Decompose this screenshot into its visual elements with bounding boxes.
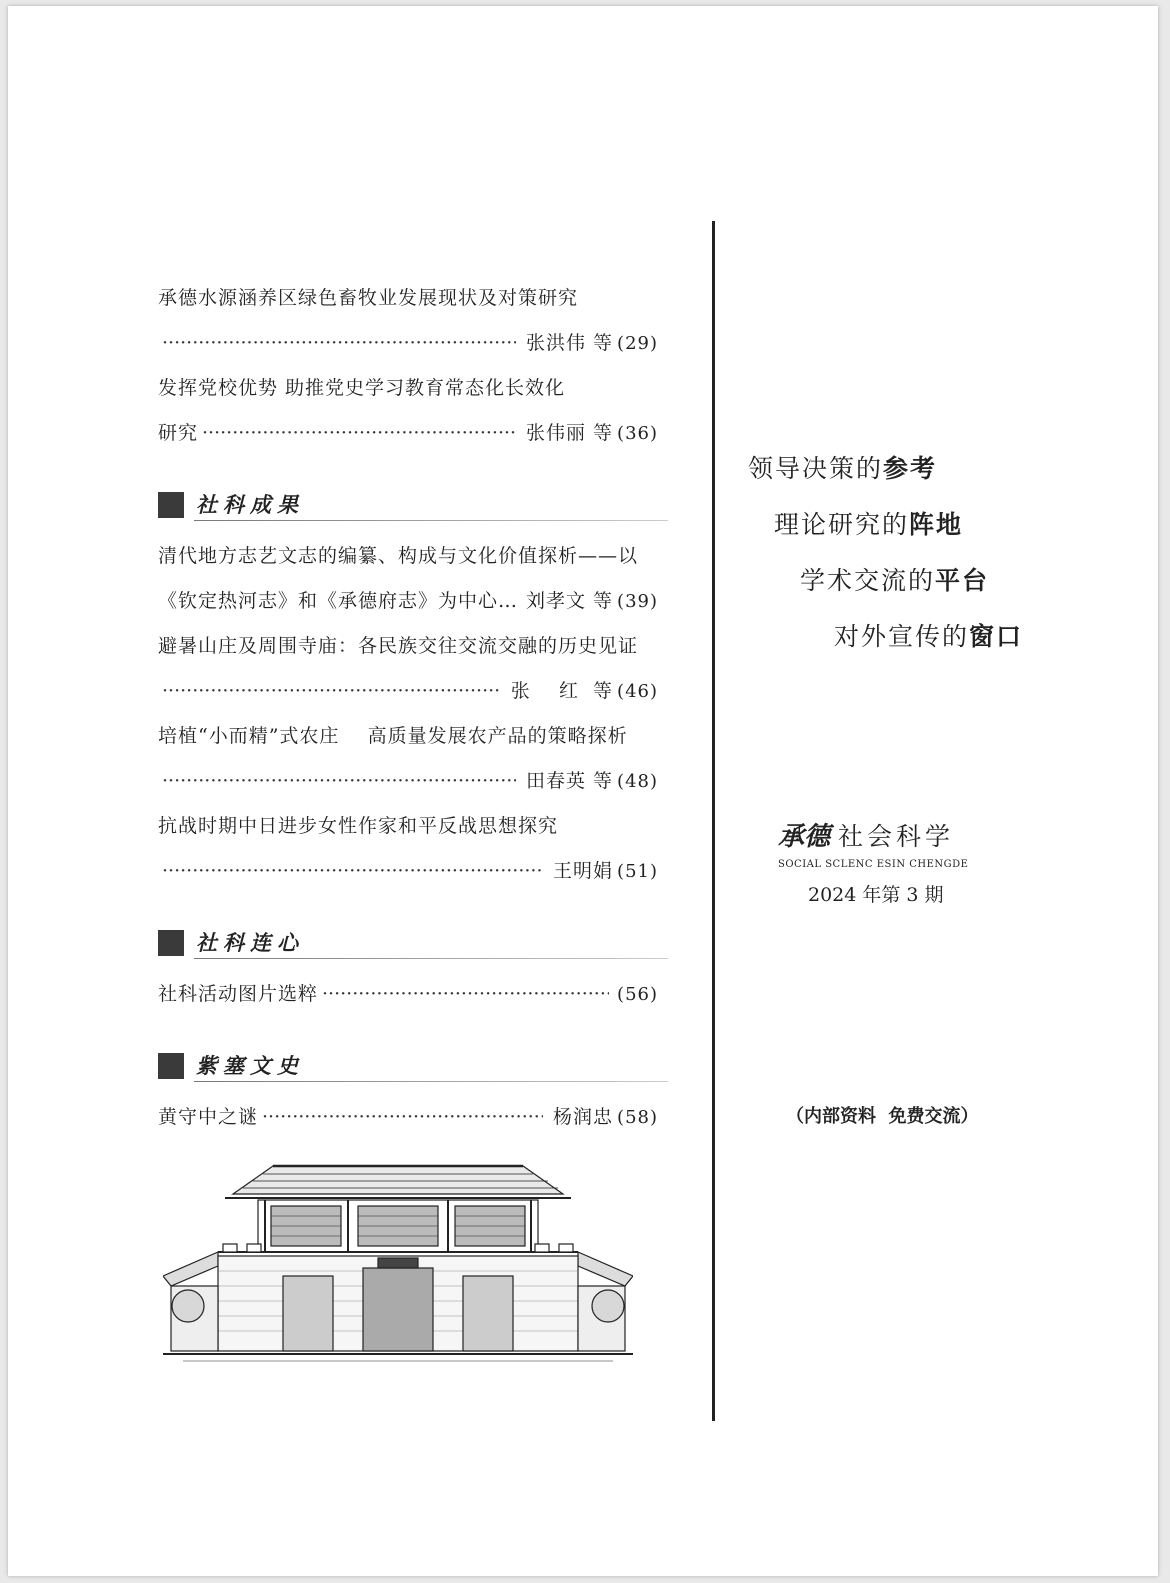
toc-title-line[interactable] (158, 534, 658, 579)
toc-author: 杨润忠 (553, 1106, 614, 1128)
toc-page-number: (58) (617, 1107, 658, 1128)
toc-title-line[interactable] (158, 714, 658, 759)
slogan-line (748, 446, 1023, 502)
toc-title-line[interactable] (158, 276, 658, 321)
section-title: 社科连心 (196, 930, 304, 955)
section-rule (194, 958, 668, 959)
slogan-line (774, 502, 1023, 558)
toc-title: 《钦定热河志》和《承德府志》为中心… (158, 590, 519, 612)
section-title: 社科成果 (196, 492, 304, 517)
toc-title-line[interactable] (158, 624, 658, 669)
leader-dots (162, 849, 543, 894)
toc-author: 张洪伟 等 (526, 332, 614, 354)
slogan-emphasis: 参考 (883, 454, 938, 483)
slogan-line (834, 614, 1023, 670)
journal-logo: 承德 (778, 822, 831, 852)
toc-entry-line[interactable] (158, 579, 658, 624)
gate-building-illustration (163, 1156, 633, 1376)
leader-dots (322, 972, 609, 1017)
toc-page-number: (56) (617, 984, 658, 1005)
toc-entry-line[interactable] (158, 849, 658, 894)
toc-title-line[interactable] (158, 366, 658, 411)
journal-masthead (778, 816, 998, 907)
slogan-text: 理论研究的 (774, 510, 910, 539)
journal-issue: 2024 年第 3 期 (808, 884, 944, 906)
journal-english-name: SOCIAL SCLENC ESIN CHENGDE (778, 859, 969, 870)
toc-entry-line[interactable] (158, 321, 658, 366)
slogan-emphasis: 窗口 (969, 622, 1024, 651)
toc-title: 抗战时期中日进步女性作家和平反战思想探究 (158, 815, 559, 837)
leader-dots (162, 669, 501, 714)
slogan-text: 领导决策的 (748, 454, 884, 483)
toc-title-line[interactable] (158, 804, 658, 849)
section-title: 紫塞文史 (196, 1053, 304, 1078)
toc-author: 张伟丽 等 (526, 422, 614, 444)
section-square-icon (158, 930, 184, 956)
toc-page-number: (29) (617, 333, 658, 354)
toc-page-number: (36) (617, 423, 658, 444)
journal-title: 社会科学 (838, 822, 955, 851)
section-header (158, 486, 658, 528)
leader-dots (162, 759, 516, 804)
vertical-divider (712, 221, 715, 1421)
slogan-emphasis: 平台 (935, 566, 990, 595)
leader-dots (162, 321, 516, 366)
section-rule (194, 520, 668, 521)
table-of-contents (158, 276, 658, 1140)
toc-author: 张 红 等 (510, 680, 614, 702)
toc-title: 研究 (158, 422, 199, 444)
toc-entry-line[interactable] (158, 972, 658, 1017)
slogan-line (800, 558, 1023, 614)
toc-title: 培植“小而精”式农庄 高质量发展农产品的策略探析 (158, 725, 628, 747)
toc-page-number: (51) (617, 861, 658, 882)
toc-entry-line[interactable] (158, 669, 658, 714)
toc-entry-line[interactable] (158, 411, 658, 456)
slogan-emphasis: 阵地 (909, 510, 964, 539)
toc-entry-line[interactable] (158, 1095, 658, 1140)
internal-note: （内部资料 免费交流） (786, 1106, 979, 1127)
toc-author: 田春英 等 (526, 770, 614, 792)
leader-dots (262, 1095, 543, 1140)
leader-dots (202, 411, 516, 456)
section-square-icon (158, 492, 184, 518)
journal-name (778, 816, 998, 853)
toc-title: 避暑山庄及周围寺庙：各民族交往交流交融的历史见证 (158, 635, 639, 657)
toc-page-number: (46) (617, 681, 658, 702)
toc-entry-line[interactable] (158, 759, 658, 804)
section-rule (194, 1081, 668, 1082)
slogan-text: 学术交流的 (800, 566, 936, 595)
toc-page-number: (48) (617, 771, 658, 792)
toc-title: 社科活动图片选粹 (158, 983, 319, 1005)
page (8, 6, 1158, 1576)
toc-author: 王明娟 (553, 860, 614, 882)
slogan-text: 对外宣传的 (834, 622, 970, 651)
toc-author: 刘孝文 等 (526, 590, 614, 612)
toc-title: 承德水源涵养区绿色畜牧业发展现状及对策研究 (158, 287, 579, 309)
section-header (158, 1047, 658, 1089)
section-square-icon (158, 1053, 184, 1079)
slogan-block (748, 446, 1023, 670)
toc-title: 发挥党校优势 助推党史学习教育常态化长效化 (158, 377, 566, 399)
section-header (158, 924, 658, 966)
toc-page-number: (39) (617, 591, 658, 612)
toc-title: 清代地方志艺文志的编纂、构成与文化价值探析——以 (158, 545, 639, 567)
toc-title: 黄守中之谜 (158, 1106, 259, 1128)
